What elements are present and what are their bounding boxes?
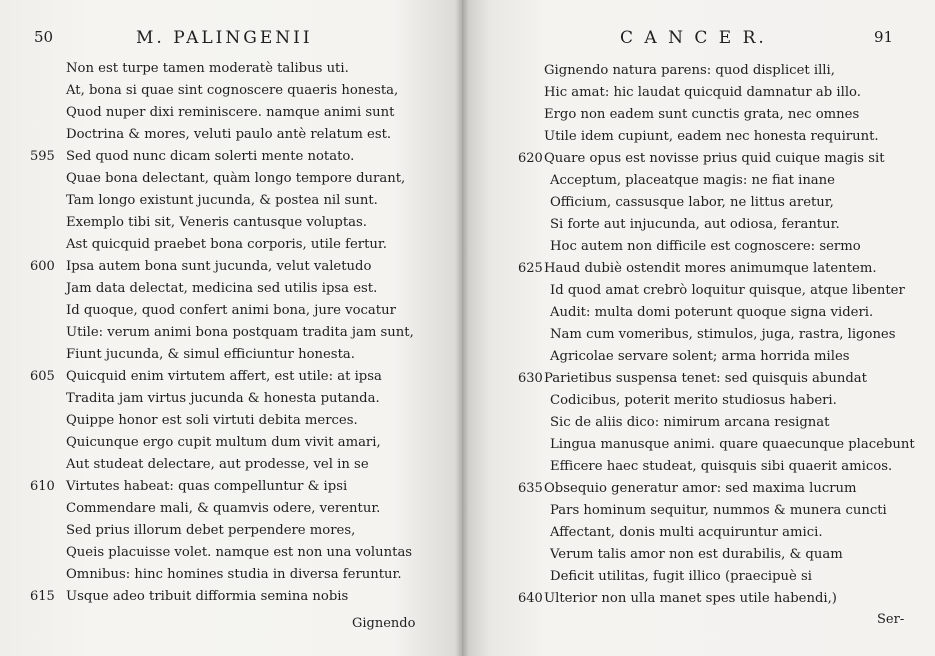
left-verse-line: Jam data delectat, medicina sed utilis ipsa est. [66, 281, 378, 296]
left-verse-line: Non est turpe tamen moderatè talibus uti. [66, 61, 349, 76]
left-verse-line: Exemplo tibi sit, Veneris cantusque voluptas. [66, 215, 367, 230]
right-verse-line: Efficere haec studeat, quisquis sibi quaerit amicos. [550, 459, 893, 474]
right-verse-line: Nam cum vomeribus, stimulos, juga, rastra, ligones [550, 327, 896, 342]
right-verse-line: Si forte aut injucunda, aut odiosa, ferantur. [550, 217, 840, 232]
right-verse-line: Acceptum, placeatque magis: ne fiat inane [550, 173, 835, 188]
right-verse-line: Ergo non eadem sunt cunctis grata, nec omnes [544, 107, 860, 122]
left-verse-line: Id quoque, quod confert animi bona, jure vocatur [66, 303, 396, 318]
right-verse-line: Agricolae servare solent; arma horrida miles [550, 349, 850, 364]
right-verse-line: Verum talis amor non est durabilis, & quam [550, 547, 843, 562]
left-line-number: 600 [30, 259, 55, 274]
left-verse-line: Fiunt jucunda, & simul efficiuntur honesta. [66, 347, 355, 362]
left-verse-line: Sed quod nunc dicam solerti mente notato. [66, 149, 355, 164]
left-catchword: Gignendo [352, 616, 416, 631]
left-verse-line: Aut studeat delectare, aut prodesse, vel in se [66, 457, 369, 472]
left-verse-line: Commendare mali, & quamvis odere, verentur. [66, 501, 381, 516]
right-verse-line: Officium, cassusque labor, ne littus aretur, [550, 195, 834, 210]
right-verse-line: Ulterior non ulla manet spes utile habendi,) [544, 591, 837, 606]
right-verse-line: Parietibus suspensa tenet: sed quisquis abundat [544, 371, 867, 386]
right-line-number: 635 [518, 481, 543, 496]
book-gutter-shadow [455, 0, 469, 656]
right-verse-line: Id quod amat crebrò loquitur quisque, atque libenter [550, 283, 905, 298]
right-running-head: C A N C E R. [620, 28, 767, 48]
left-verse-line: Queis placuisse volet. namque est non una voluntas [66, 545, 413, 560]
left-verse-line: Virtutes habeat: quas compelluntur & ipsi [66, 479, 348, 494]
right-catchword: Ser- [877, 612, 905, 627]
right-verse-line: Gignendo natura parens: quod displicet illi, [544, 63, 835, 78]
left-verse-line: Quae bona delectant, quàm longo tempore durant, [66, 171, 406, 186]
right-verse-line: Quare opus est novisse prius quid cuique magis sit [544, 151, 885, 166]
left-verse-line: Doctrina & mores, veluti paulo antè relatum est. [66, 127, 392, 142]
right-verse-line: Lingua manusque animi. quare quaecunque placebunt [550, 437, 915, 452]
right-verse-line: Hic amat: hic laudat quicquid damnatur ab illo. [544, 85, 861, 100]
left-line-number: 595 [30, 149, 55, 164]
right-verse-line: Hoc autem non difficile est cognoscere: sermo [550, 239, 861, 254]
right-line-number: 630 [518, 371, 543, 386]
right-line-number: 620 [518, 151, 543, 166]
left-folio: 50 [34, 28, 54, 46]
right-page [462, 0, 935, 656]
left-verse-line: Usque adeo tribuit difformia semina nobis [66, 589, 349, 604]
right-verse-line: Affectant, donis multi acquiruntur amici. [550, 525, 823, 540]
left-line-number: 615 [30, 589, 55, 604]
left-verse-line: Sed prius illorum debet perpendere mores, [66, 523, 356, 538]
left-page [0, 0, 462, 656]
left-line-number: 605 [30, 369, 55, 384]
left-running-head: M. PALINGENII [136, 28, 313, 48]
right-verse-line: Obsequio generatur amor: sed maxima lucrum [544, 481, 857, 496]
left-verse-line: At, bona si quae sint cognoscere quaeris honesta, [66, 83, 399, 98]
left-verse-line: Quicunque ergo cupit multum dum vivit amari, [66, 435, 381, 450]
right-line-number: 640 [518, 591, 543, 606]
left-verse-line: Omnibus: hinc homines studia in diversa feruntur. [66, 567, 402, 582]
right-verse-line: Deficit utilitas, fugit illico (praecipuè si [550, 569, 813, 584]
right-verse-line: Audit: multa domi poterunt quoque signa videri. [550, 305, 874, 320]
right-verse-line: Pars hominum sequitur, nummos & munera cuncti [550, 503, 887, 518]
left-verse-line: Ast quicquid praebet bona corporis, utile fertur. [66, 237, 387, 252]
right-folio: 91 [874, 28, 894, 46]
left-verse-line: Quod nuper dixi reminiscere. namque animi sunt [66, 105, 395, 120]
left-verse-line: Quippe honor est soli virtuti debita merces. [66, 413, 358, 428]
right-verse-line: Sic de aliis dico: nimirum arcana resignat [550, 415, 830, 430]
left-verse-line: Ipsa autem bona sunt jucunda, velut valetudo [66, 259, 372, 274]
left-verse-line: Tam longo existunt jucunda, & postea nil sunt. [66, 193, 378, 208]
left-line-number: 610 [30, 479, 55, 494]
left-verse-line: Utile: verum animi bona postquam tradita jam sunt, [66, 325, 414, 340]
left-verse-line: Tradita jam virtus jucunda & honesta putanda. [66, 391, 380, 406]
right-verse-line: Codicibus, poterit merito studiosus haberi. [550, 393, 837, 408]
right-line-number: 625 [518, 261, 543, 276]
right-verse-line: Haud dubiè ostendit mores animumque latentem. [544, 261, 877, 276]
left-verse-line: Quicquid enim virtutem affert, est utile: at ipsa [66, 369, 382, 384]
right-verse-line: Utile idem cupiunt, eadem nec honesta requirunt. [544, 129, 879, 144]
